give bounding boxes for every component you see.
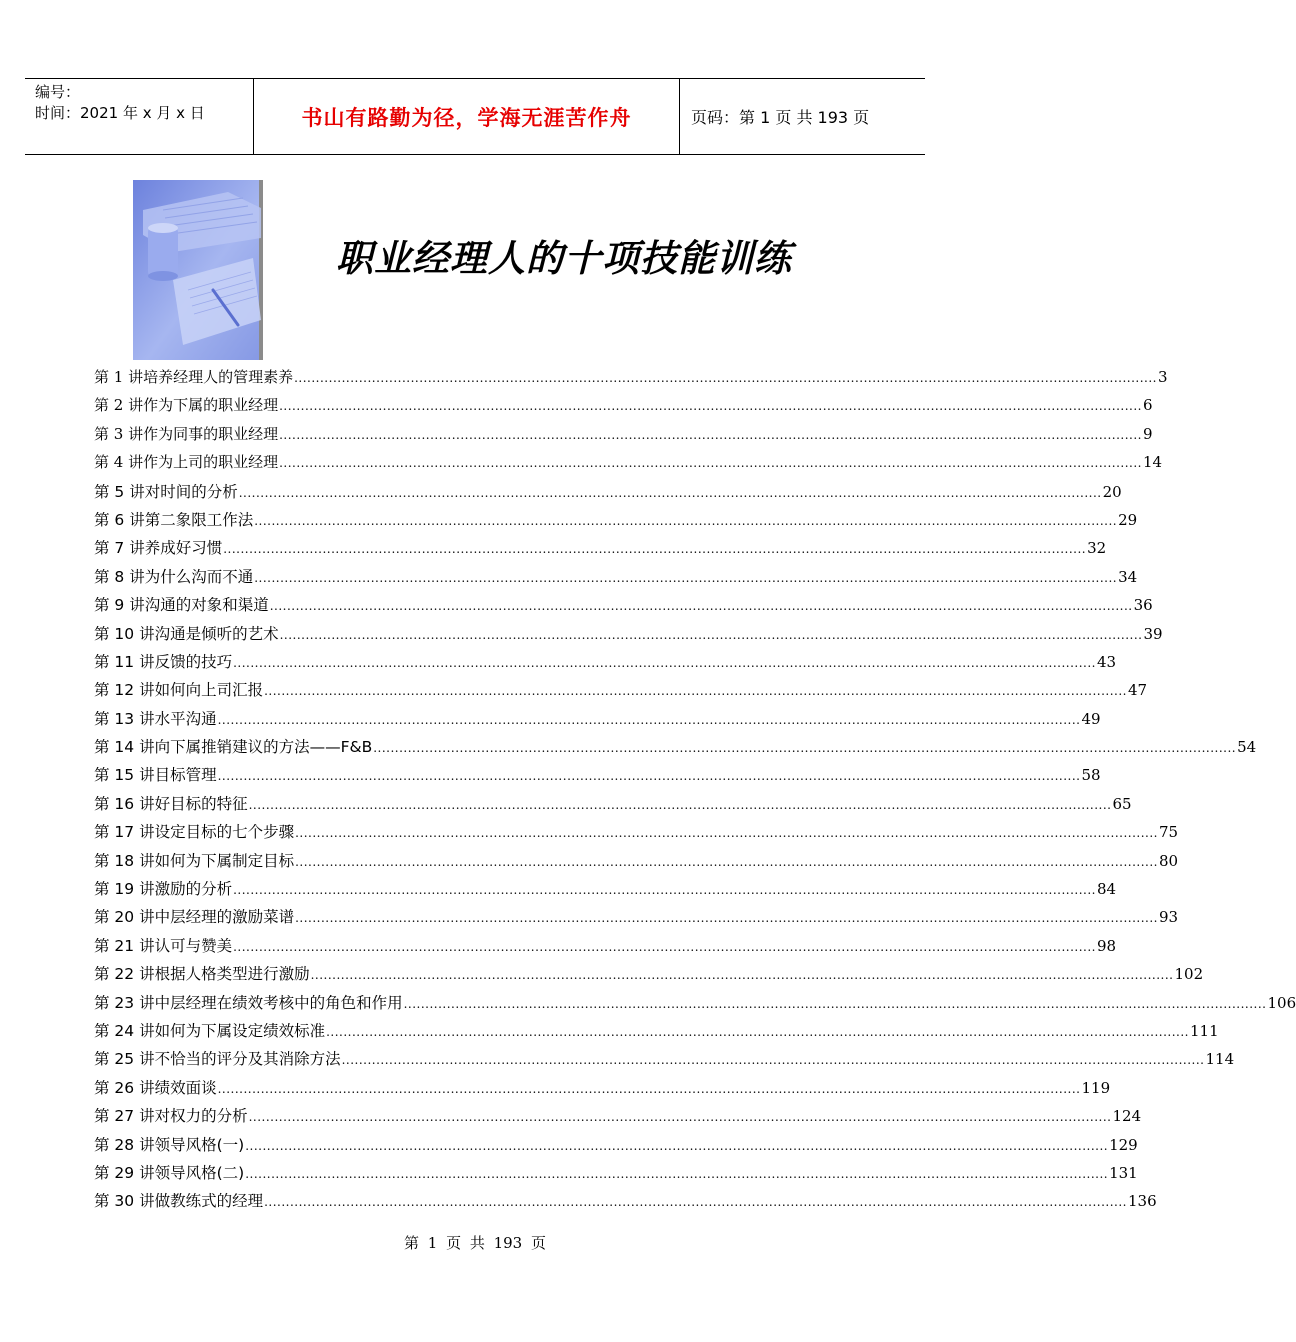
toc-entry[interactable]: [94, 962, 1204, 990]
toc-dot-leader: ........................................................................................................................................................................................................: [254, 513, 1118, 528]
toc-entry[interactable]: [94, 877, 1117, 905]
toc-dot-leader: ........................................................................................................................................................................................................: [248, 1110, 1112, 1125]
document-title: 职业经理人的十项技能训练: [336, 236, 792, 280]
toc-lecture-title: 对权力的分析: [154, 1107, 248, 1126]
toc-dot-leader: ........................................................................................................................................................................................................: [279, 427, 1142, 442]
toc-page-number: 49: [1081, 709, 1101, 728]
page-header: [25, 78, 925, 155]
toc-lecture-title: 作为下属的职业经理: [143, 396, 279, 415]
toc-page-number: 65: [1112, 794, 1132, 813]
toc-dot-leader: ........................................................................................................................................................................................................: [279, 399, 1142, 414]
toc-page-number: 54: [1237, 738, 1257, 757]
toc-page-number: 111: [1189, 1021, 1219, 1040]
toc-page-number: 14: [1143, 453, 1163, 472]
toc-lecture-number: 第 11 讲: [94, 652, 155, 671]
toc-entry[interactable]: [94, 1047, 1235, 1075]
toc-dot-leader: ........................................................................................................................................................................................................: [233, 883, 1096, 898]
toc-dot-leader: ........................................................................................................................................................................................................: [217, 1081, 1081, 1096]
toc-entry[interactable]: [94, 1161, 1138, 1189]
toc-lecture-number: 第 8 讲: [94, 567, 145, 586]
toc-entry[interactable]: [94, 763, 1101, 791]
toc-lecture-number: 第 4 讲: [94, 453, 144, 472]
toc-dot-leader: ........................................................................................................................................................................................................: [217, 712, 1081, 727]
toc-dot-leader: ........................................................................................................................................................................................................: [254, 570, 1118, 585]
toc-dot-leader: ........................................................................................................................................................................................................: [238, 485, 1102, 500]
toc-page-number: 34: [1118, 567, 1138, 586]
toc-dot-leader: ........................................................................................................................................................................................................: [403, 996, 1267, 1011]
toc-dot-leader: ........................................................................................................................................................................................................: [233, 939, 1096, 954]
toc-entry[interactable]: [94, 366, 1168, 394]
toc-lecture-number: 第 20 讲: [94, 908, 155, 927]
toc-lecture-number: 第 24 讲: [94, 1021, 155, 1040]
toc-entry[interactable]: [94, 1133, 1138, 1161]
toc-entry[interactable]: [94, 394, 1153, 422]
toc-lecture-number: 第 14 讲: [94, 738, 155, 757]
header-motto-cell: [254, 79, 680, 154]
toc-entry[interactable]: [94, 1076, 1111, 1104]
toc-page-number: 98: [1096, 936, 1117, 955]
toc-dot-leader: ........................................................................................................................................................................................................: [245, 1166, 1109, 1181]
toc-lecture-title: 沟通是倾听的艺术: [154, 624, 279, 643]
toc-entry[interactable]: [94, 593, 1153, 621]
toc-lecture-number: 第 5 讲: [94, 482, 145, 501]
toc-lecture-number: 第 17 讲: [94, 823, 155, 842]
toc-dot-leader: ........................................................................................................................................................................................................: [295, 826, 1158, 841]
toc-lecture-title: 绩效面谈: [154, 1078, 217, 1097]
toc-lecture-number: 第 7 讲: [94, 539, 145, 558]
toc-lecture-title: 第二象限工作法: [144, 510, 254, 529]
toc-entry[interactable]: [94, 1189, 1157, 1217]
toc-lecture-number: 第 13 讲: [94, 709, 155, 728]
toc-dot-leader: ........................................................................................................................................................................................................: [295, 911, 1158, 926]
toc-lecture-number: 第 23 讲: [94, 993, 155, 1012]
toc-dot-leader: ........................................................................................................................................................................................................: [294, 371, 1157, 385]
toc-page-number: 58: [1081, 766, 1101, 785]
toc-dot-leader: ........................................................................................................................................................................................................: [279, 456, 1142, 471]
toc-entry[interactable]: [94, 650, 1117, 678]
header-meta: [25, 79, 254, 154]
toc-entry[interactable]: [94, 792, 1132, 820]
toc-lecture-title: 如何为下属设定绩效标准: [154, 1021, 326, 1040]
toc-dot-leader: ........................................................................................................................................................................................................: [310, 968, 1174, 983]
toc-lecture-number: 第 12 讲: [94, 681, 155, 700]
toc-lecture-title: 设定目标的七个步骤: [154, 823, 295, 842]
toc-page-number: 84: [1096, 880, 1117, 899]
toc-entry[interactable]: [94, 508, 1138, 536]
toc-entry[interactable]: [94, 678, 1148, 706]
toc-entry[interactable]: [94, 451, 1163, 479]
toc-lecture-title: 中层经理的激励菜谱: [154, 908, 295, 927]
toc-page-number: 124: [1112, 1107, 1142, 1126]
toc-dot-leader: ........................................................................................................................................................................................................: [245, 1138, 1109, 1153]
toc-lecture-title: 对时间的分析: [144, 482, 238, 501]
toc-entry[interactable]: [94, 934, 1117, 962]
toc-lecture-number: 第 10 讲: [94, 624, 155, 643]
toc-dot-leader: ........................................................................................................................................................................................................: [233, 655, 1096, 670]
toc-lecture-title: 根据人格类型进行激励: [154, 965, 310, 984]
toc-page-number: 129: [1109, 1135, 1138, 1154]
toc-lecture-title: 培养经理人的管理素养: [143, 368, 294, 386]
toc-lecture-number: 第 2 讲: [94, 396, 144, 415]
toc-lecture-number: 第 21 讲: [94, 936, 155, 955]
toc-lecture-title: 目标管理: [154, 766, 217, 785]
cover-image: [133, 180, 263, 360]
toc-dot-leader: ........................................................................................................................................................................................................: [326, 1024, 1189, 1039]
toc-page-number: 36: [1133, 596, 1153, 615]
toc-page-number: 47: [1127, 681, 1148, 700]
toc-page-number: 114: [1205, 1050, 1235, 1069]
toc-lecture-title: 做教练式的经理: [154, 1192, 264, 1211]
toc-lecture-title: 好目标的特征: [154, 794, 248, 813]
toc-lecture-title: 作为同事的职业经理: [143, 424, 279, 443]
toc-lecture-number: 第 25 讲: [94, 1050, 155, 1069]
toc-dot-leader: ........................................................................................................................................................................................................: [264, 1195, 1127, 1210]
toc-lecture-title: 认可与赞美: [154, 936, 233, 955]
toc-lecture-number: 第 15 讲: [94, 766, 155, 785]
toc-lecture-title: 水平沟通: [154, 709, 217, 728]
header-page-info: 页码：第 1 页 共 193 页: [691, 108, 870, 127]
toc-lecture-title: 领导风格(一): [154, 1135, 245, 1154]
toc-entry[interactable]: [94, 622, 1163, 650]
toc-page-number: 43: [1096, 652, 1117, 671]
toc-lecture-number: 第 27 讲: [94, 1107, 155, 1126]
toc-page-number: 32: [1087, 539, 1107, 558]
toc-lecture-number: 第 26 讲: [94, 1078, 155, 1097]
toc-entry[interactable]: [94, 423, 1153, 451]
toc-entry[interactable]: [94, 820, 1179, 848]
toc-lecture-number: 第 22 讲: [94, 965, 155, 984]
toc-dot-leader: ........................................................................................................................................................................................................: [279, 627, 1143, 642]
toc-lecture-number: 第 9 讲: [94, 596, 145, 615]
toc-lecture-title: 中层经理在绩效考核中的角色和作用: [154, 993, 403, 1012]
toc-lecture-number: 第 30 讲: [94, 1192, 155, 1211]
toc-lecture-title: 沟通的对象和渠道: [144, 596, 269, 615]
toc-page-number: 93: [1158, 908, 1179, 927]
toc-lecture-number: 第 3 讲: [94, 424, 144, 443]
toc-dot-leader: ........................................................................................................................................................................................................: [217, 769, 1081, 784]
document-time-label: 时间：2021 年 x 月 x 日: [35, 104, 205, 122]
toc-lecture-title: 如何为下属制定目标: [154, 851, 295, 870]
toc-dot-leader: ........................................................................................................................................................................................................: [223, 542, 1087, 557]
toc-lecture-title: 如何向上司汇报: [154, 681, 264, 700]
toc-page-number: 75: [1158, 823, 1179, 842]
toc-lecture-title: 不恰当的评分及其消除方法: [154, 1050, 341, 1069]
toc-page-number: 106: [1267, 993, 1296, 1012]
toc-lecture-number: 第 16 讲: [94, 794, 155, 813]
toc-page-number: 39: [1143, 624, 1163, 643]
toc-page-number: 102: [1174, 965, 1204, 984]
toc-page-number: 6: [1143, 396, 1153, 415]
toc-dot-leader: ........................................................................................................................................................................................................: [264, 684, 1127, 699]
toc-lecture-title: 为什么沟而不通: [144, 567, 254, 586]
toc-page-number: 80: [1158, 851, 1179, 870]
toc-entry[interactable]: [94, 707, 1101, 735]
table-of-contents: [94, 366, 1296, 1218]
toc-lecture-title: 向下属推销建议的方法——F&B: [154, 738, 373, 757]
toc-dot-leader: ........................................................................................................................................................................................................: [373, 741, 1237, 756]
toc-entry[interactable]: [94, 905, 1179, 933]
toc-entry[interactable]: [94, 991, 1296, 1019]
toc-lecture-number: 第 28 讲: [94, 1135, 155, 1154]
toc-dot-leader: ........................................................................................................................................................................................................: [269, 599, 1133, 614]
toc-lecture-number: 第 6 讲: [94, 510, 145, 529]
toc-entry[interactable]: [94, 849, 1179, 877]
toc-dot-leader: ........................................................................................................................................................................................................: [341, 1053, 1205, 1068]
toc-page-number: 3: [1158, 368, 1168, 386]
toc-lecture-number: 第 29 讲: [94, 1163, 155, 1182]
toc-page-number: 29: [1118, 510, 1138, 529]
toc-entry[interactable]: [94, 1019, 1219, 1047]
toc-entry[interactable]: [94, 536, 1107, 564]
header-motto: 书山有路勤为径，学海无涯苦作舟: [301, 104, 632, 130]
toc-entry[interactable]: [94, 1104, 1142, 1132]
document-number-label: 编号：: [35, 83, 81, 101]
toc-entry[interactable]: [94, 480, 1122, 508]
toc-lecture-number: 第 1 讲: [94, 368, 144, 386]
toc-lecture-title: 激励的分析: [154, 880, 233, 899]
toc-lecture-title: 养成好习惯: [144, 539, 223, 558]
toc-dot-leader: ........................................................................................................................................................................................................: [248, 797, 1112, 812]
toc-lecture-title: 反馈的技巧: [154, 652, 233, 671]
toc-lecture-number: 第 19 讲: [94, 880, 155, 899]
toc-page-number: 131: [1109, 1163, 1138, 1182]
toc-page-number: 20: [1102, 482, 1122, 501]
toc-page-number: 136: [1127, 1192, 1157, 1211]
page-footer: 第 1 页 共 193 页: [403, 1234, 546, 1252]
toc-entry[interactable]: [94, 565, 1138, 593]
toc-dot-leader: ........................................................................................................................................................................................................: [295, 854, 1158, 869]
toc-lecture-number: 第 18 讲: [94, 851, 155, 870]
toc-entry[interactable]: [94, 735, 1257, 763]
toc-lecture-title: 领导风格(二): [154, 1163, 245, 1182]
toc-lecture-title: 作为上司的职业经理: [143, 453, 279, 472]
toc-page-number: 9: [1143, 424, 1153, 443]
toc-page-number: 119: [1081, 1078, 1111, 1097]
